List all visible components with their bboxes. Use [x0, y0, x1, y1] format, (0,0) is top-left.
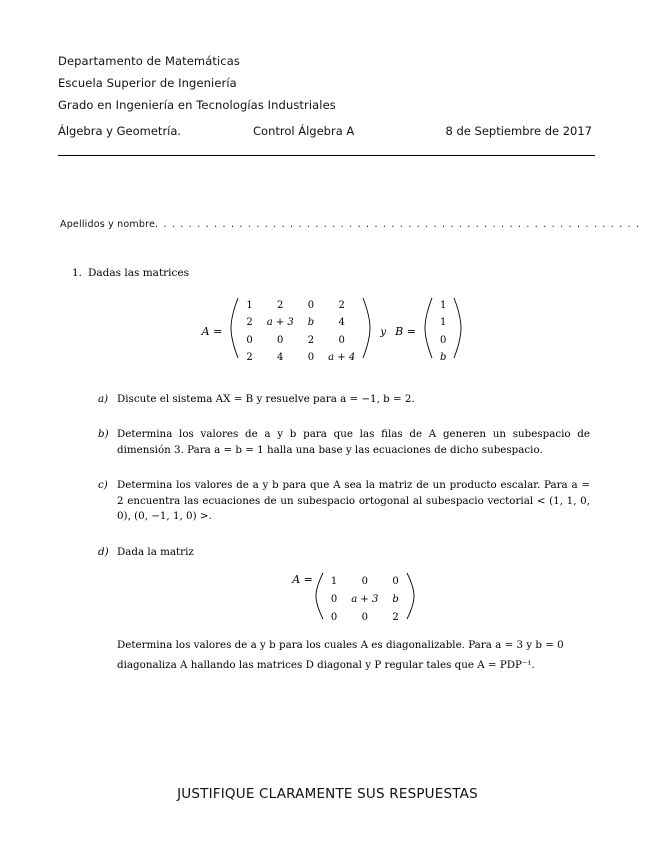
matrix-row [239, 350, 362, 368]
matrix-row [433, 350, 453, 368]
problem-1-heading [72, 266, 592, 281]
matrix-cell: 2 [246, 352, 253, 364]
matrix-cell: 1 [439, 317, 447, 329]
matrix-cell: b [392, 593, 399, 605]
left-paren-icon [315, 572, 324, 626]
header-divider [58, 155, 595, 156]
right-paren-icon [362, 297, 371, 367]
matrix-cell: 4 [338, 317, 345, 329]
matrix-row [324, 572, 406, 590]
right-paren-icon [406, 572, 415, 626]
matrix-cell: 0 [277, 334, 284, 346]
student-name-label: Apellidos y nombre [60, 219, 156, 230]
matrix-d-label: A = [292, 573, 313, 587]
matrix-cell: 0 [307, 352, 315, 364]
matrix-b-table [433, 297, 453, 367]
matrix-a [230, 297, 371, 367]
matrix-cell: 0 [361, 611, 368, 623]
left-paren-icon [424, 297, 433, 367]
header-subject: Álgebra y Geometría. [58, 124, 182, 138]
matrix-cell: 1 [246, 299, 253, 311]
matrix-d-table [324, 572, 406, 626]
matrix-cell: 0 [330, 611, 338, 623]
matrix-row [433, 315, 453, 333]
matrix-cell: 2 [246, 317, 253, 329]
matrix-cell: 0 [361, 575, 368, 587]
matrix-row [433, 332, 453, 350]
header-school: Escuela Superior de Ingeniería [58, 76, 237, 90]
matrix-cell: a + 4 [328, 352, 356, 364]
item-d [98, 545, 590, 674]
right-paren-icon [453, 297, 462, 367]
matrix-cell: 2 [307, 334, 315, 346]
item-d-tail-2: diagonaliza A hallando las matrices D diagonal y P regular tales que A = PDP⁻¹. [117, 659, 535, 672]
header-course-row [58, 124, 598, 138]
matrix-cell: 2 [277, 299, 284, 311]
matrix-cell: a + 3 [266, 317, 294, 329]
item-b-tag: b) [98, 428, 109, 441]
matrix-a-table [239, 297, 362, 367]
matrix-cell: 0 [392, 575, 399, 587]
matrix-b [424, 297, 462, 367]
matrix-cell: 0 [338, 334, 345, 346]
item-d-tail-1: Determina los valores de a y b para los cuales A es diagonalizable. Para a = 3 y b = 0 [117, 639, 564, 652]
student-name-dots: . . . . . . . . . . . . . . . . . . . . . . . . . . . . . . . . . . . . . . . . . . . . . . . . . . . . . . . . . . [155, 219, 641, 230]
matrix-b-label: B = [395, 325, 416, 339]
matrix-row [433, 297, 453, 315]
item-d-matrix-line [117, 572, 590, 626]
matrix-cell: a + 3 [351, 593, 379, 605]
matrix-a-label: A = [201, 325, 223, 339]
problem-1-items [98, 392, 590, 694]
matrix-cell: 2 [392, 611, 399, 623]
header-date: 8 de Septiembre de 2017 [445, 124, 592, 138]
matrix-cell: b [439, 352, 447, 364]
item-c-tag: c) [98, 479, 108, 492]
problem-1 [72, 266, 592, 367]
left-paren-icon [230, 297, 239, 367]
header-exam-title: Control Álgebra A [253, 124, 355, 138]
item-a-tag: a) [98, 393, 109, 405]
matrix-row [239, 297, 362, 315]
problem-1-title: Dadas las matrices [88, 267, 190, 279]
matrix-row [324, 590, 406, 608]
item-d-tag: d) [98, 545, 109, 558]
item-a-text: Discute el sistema AX = B y resuelve para a = −1, b = 2. [117, 393, 415, 405]
matrix-row [239, 315, 362, 333]
item-b [98, 427, 590, 458]
matrix-cell: 0 [307, 299, 315, 311]
footer-note: JUSTIFIQUE CLARAMENTE SUS RESPUESTAS [177, 786, 478, 802]
matrix-cell: 0 [439, 334, 447, 346]
matrix-cell: 2 [338, 299, 345, 311]
matrix-cell: 0 [246, 334, 253, 346]
item-b-text: Determina los valores de a y b para que las filas de A generen un subespacio de dimensión 3. Para a = b = 1 halla una base y las ecuaciones de dicho subespacio. [117, 428, 590, 456]
item-d-text: Dada la matriz [117, 545, 194, 558]
matrix-cell: 4 [277, 352, 284, 364]
item-c-text: Determina los valores de a y b para que A sea la matriz de un producto escalar. Para a = 2 encuentra las ecuaciones de un subespacio ortogonal al subespacio vectorial < (1, 1, 0, 0), (0, −1, 1, 0) >. [117, 479, 590, 523]
matrix-d [315, 572, 415, 626]
header-department: Departamento de Matemáticas [58, 54, 240, 68]
item-d-body [117, 545, 590, 674]
matrix-cell: 1 [439, 299, 447, 311]
problem-1-matrices [72, 297, 592, 367]
matrix-cell: 1 [330, 575, 338, 587]
matrix-row [324, 608, 406, 626]
matrix-cell: b [307, 317, 315, 329]
student-name-field [60, 219, 640, 230]
matrix-row [239, 332, 362, 350]
matrix-conjunction: y [380, 325, 387, 338]
problem-1-number: 1. [72, 267, 83, 279]
document-header [58, 50, 598, 138]
matrix-cell: 0 [330, 593, 338, 605]
item-c [98, 478, 590, 524]
item-a [98, 392, 590, 407]
header-degree: Grado en Ingeniería en Tecnologías Industriales [58, 98, 336, 112]
